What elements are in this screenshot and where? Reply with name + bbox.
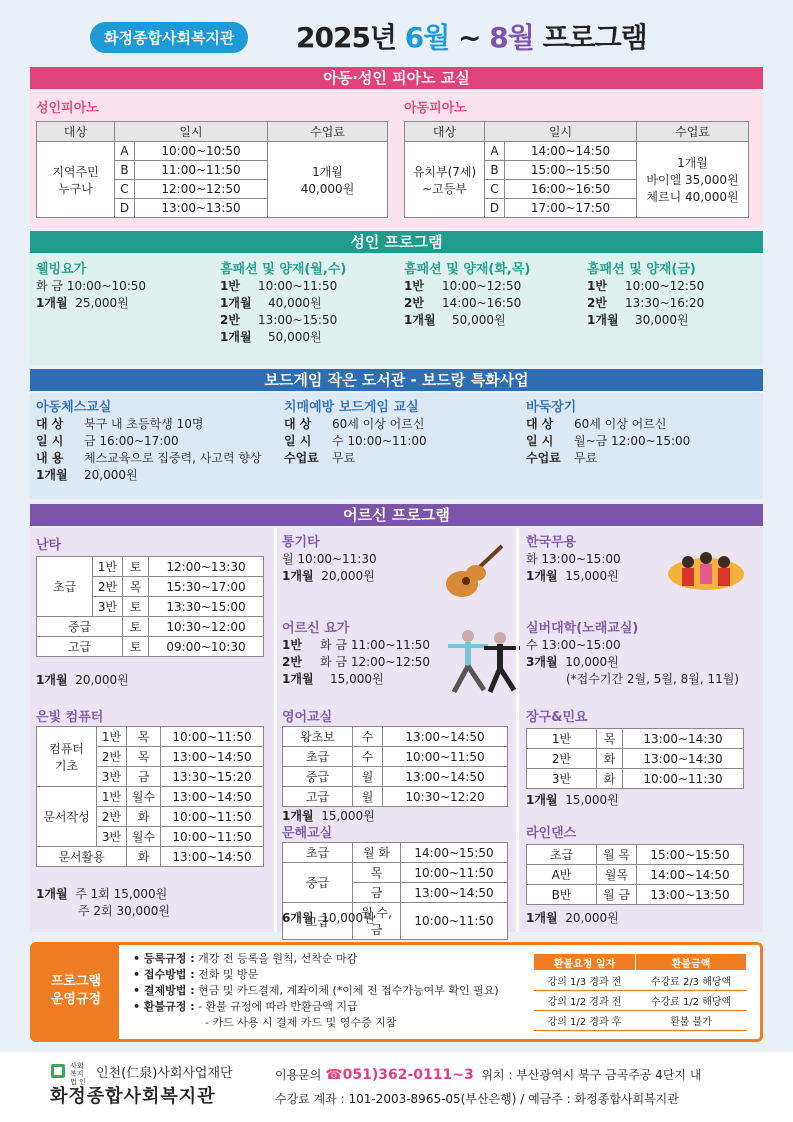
rule-label: • 등록규정 : (133, 952, 195, 965)
time-cell: 13:00~14:50 (161, 787, 264, 807)
card-title: 한국무용 (526, 535, 577, 550)
row-value: 10:00~11:50 (258, 279, 338, 293)
row-value: 20,000원 (84, 468, 138, 482)
piano-section-bar: 아동·성인 피아노 교실 (30, 67, 763, 89)
schedule-text: 수 13:00~15:00 (526, 638, 621, 652)
target-cell (37, 142, 115, 218)
level-cell: 고급 (37, 637, 123, 657)
level-cell: 왕초보 (283, 727, 353, 747)
level-cell: 문서작성 (37, 787, 97, 847)
class-cell: D (115, 199, 135, 218)
fee-value: 10,000원 (565, 655, 619, 669)
col-header: 일시 (485, 122, 637, 142)
row-value: 무료 (574, 451, 598, 465)
inquiry-label: 이용문의 (275, 1068, 322, 1082)
level-cell: 중급 (283, 863, 353, 903)
senior-section (30, 528, 763, 937)
class-cell: C (485, 180, 505, 199)
adult-section-bar: 성인 프로그램 (30, 231, 763, 253)
time-cell: 15:30~17:00 (149, 577, 264, 597)
class-cell: 2반 (97, 747, 127, 767)
time-cell: 13:00~14:30 (623, 749, 744, 769)
day-cell: 수 (353, 747, 383, 767)
row-label: 1개월 (282, 672, 314, 686)
refund-table (533, 953, 747, 1031)
baduk-card (526, 399, 690, 467)
fee-text: 체르니 40,000원 (646, 190, 739, 204)
column-divider (274, 528, 277, 932)
class-cell: 3반 (93, 597, 123, 617)
time-cell: 10:30~12:20 (383, 787, 508, 807)
col-header: 환불금액 (636, 954, 747, 971)
time-cell: 12:00~12:50 (135, 180, 268, 199)
fee-cell (268, 142, 388, 218)
yoga-people-icon (444, 626, 524, 696)
title-month-start: 6월 (404, 21, 450, 54)
fee-label: 1개월 (36, 296, 68, 310)
day-cell: 토 (123, 637, 149, 657)
time-cell: 10:00~10:50 (135, 142, 268, 161)
day-cell: 월 (353, 767, 383, 787)
registration-note: (*접수기간 2월, 5월, 8월, 11월) (566, 672, 739, 686)
day-cell: 수 (353, 727, 383, 747)
class-cell: A (115, 142, 135, 161)
row-value: 15,000원 (330, 672, 384, 686)
day-cell: 목 (123, 577, 149, 597)
class-cell: 3반 (527, 769, 597, 789)
row-label: 1개월 (220, 330, 252, 344)
schedule-text: 화 13:00~15:00 (526, 552, 621, 566)
row-value: 화 금 12:00~12:50 (320, 655, 431, 669)
fee-value: 20,000원 (565, 911, 619, 925)
computer-title: 은빛 컴퓨터 (36, 710, 104, 725)
fee-text: 1개월 (677, 156, 708, 170)
time-cell: 14:00~14:50 (505, 142, 637, 161)
fee-label: 1개월 (526, 569, 558, 583)
class-cell: 1반 (97, 727, 127, 747)
level-cell (37, 727, 97, 787)
row-label: 내 용 (36, 451, 64, 465)
refund-cell: 환불 불가 (636, 1011, 747, 1031)
fee-text: 바이엘 35,000원 (646, 173, 739, 187)
row-value: 50,000원 (268, 330, 322, 344)
fee-value: 주 2회 30,000원 (78, 904, 171, 918)
class-cell: 3반 (97, 827, 127, 847)
fee-label: 1개월 (526, 911, 558, 925)
guitar-card (282, 534, 377, 585)
level-cell: 초급 (527, 845, 597, 865)
fee-value: 20,000원 (75, 673, 129, 687)
dancers-icon (666, 542, 746, 592)
day-cell: 금 (353, 883, 401, 903)
col-header: 수업료 (637, 122, 749, 142)
class-cell: 2반 (93, 577, 123, 597)
rule-text: 현금 및 카드결제, 계좌이체 (*이체 전 접수가능여부 확인 필요) (198, 984, 499, 997)
day-cell: 월목 (597, 865, 637, 885)
day-cell: 월,수,금 (353, 903, 401, 940)
time-cell: 10:00~11:50 (383, 747, 508, 767)
fee-value: 20,000원 (321, 569, 375, 583)
senior-section-bar: 어르신 프로그램 (30, 504, 763, 526)
fee-label: 1개월 (36, 887, 68, 901)
schedule-text: 화 금 10:00~10:50 (36, 279, 147, 293)
time-cell: 14:00~15:50 (401, 843, 508, 863)
row-label: 수업료 (284, 451, 319, 465)
row-value: 60세 이상 어르신 (574, 417, 667, 431)
level-cell: 초급 (283, 843, 353, 863)
day-cell: 목 (127, 727, 161, 747)
time-cell: 13:00~14:50 (161, 747, 264, 767)
day-cell: 화 (597, 749, 623, 769)
row-value: 60세 이상 어르신 (332, 417, 425, 431)
row-value: 30,000원 (635, 313, 689, 327)
rules-label-line: 운영규정 (50, 992, 102, 1007)
piano-section (30, 91, 763, 227)
row-value: 50,000원 (452, 313, 506, 327)
english-title: 영어교실 (282, 710, 333, 725)
time-cell: 10:00~11:50 (161, 807, 264, 827)
title-month-end: 8월 (489, 21, 534, 54)
time-cell: 16:00~16:50 (505, 180, 637, 199)
day-cell: 금 (127, 767, 161, 787)
computer-table (36, 726, 264, 867)
target-text: 누구나 (58, 181, 93, 196)
class-cell: 3반 (97, 767, 127, 787)
row-label: 2반 (587, 296, 607, 310)
class-cell: C (115, 180, 135, 199)
level-cell: A반 (527, 865, 597, 885)
row-label: 일 시 (526, 434, 554, 448)
phone-number: ☎051)362-0111~3 (325, 1067, 474, 1083)
level-cell: 중급 (37, 617, 123, 637)
row-label: 1개월 (220, 296, 252, 310)
refund-cell: 수강료 2/3 해당액 (636, 971, 747, 991)
time-cell: 13:00~14:50 (161, 847, 264, 867)
col-header: 일시 (115, 122, 268, 142)
day-cell: 화 (127, 847, 161, 867)
day-cell: 목 (127, 747, 161, 767)
row-label: 2반 (282, 655, 302, 669)
time-cell: 13:00~14:50 (383, 727, 508, 747)
rules-box (30, 942, 763, 1042)
fee-value: 25,000원 (75, 296, 129, 310)
rule-text: - 카드 사용 시 결제 카드 및 영수증 지참 (205, 1016, 397, 1029)
child-piano-title: 아동피아노 (404, 101, 467, 116)
time-cell: 10:00~11:50 (401, 863, 508, 883)
row-label: 일 시 (36, 434, 64, 448)
dementia-board-card (284, 399, 427, 467)
time-cell: 15:00~15:50 (637, 845, 744, 865)
footer-center-name: 화정종합사회복지관 (50, 1086, 216, 1107)
location-text: 위치 : 부산광역시 북구 금곡주공 4단지 내 (481, 1068, 702, 1082)
row-value: 무료 (332, 451, 356, 465)
board-section-bar: 보드게임 작은 도서관 - 보드랑 특화사업 (30, 369, 763, 391)
janggu-title: 장구&민요 (526, 710, 588, 725)
account-info: 수강료 계좌 : 101-2003-8965-05(부산은행) / 예금주 : 화정종합사회복지관 (275, 1092, 679, 1106)
corp-type: 사회복지 법 인 (70, 1062, 86, 1086)
rules-label-line: 프로그램 (50, 974, 102, 989)
class-cell: B (115, 161, 135, 180)
col-header: 환불요청 일자 (534, 954, 636, 971)
time-cell: 13:30~15:20 (161, 767, 264, 787)
home-fashion-tue-thu-card (404, 261, 530, 329)
day-cell: 월 목 (597, 845, 637, 865)
time-cell: 11:00~11:50 (135, 161, 268, 180)
day-cell: 화 (597, 769, 623, 789)
row-label: 일 시 (284, 434, 312, 448)
fee-text: 1개월 (312, 164, 343, 179)
rules-list (133, 951, 499, 1031)
card-title: 바둑장기 (526, 400, 577, 415)
time-cell: 13:00~13:50 (135, 199, 268, 218)
row-value: 체스교육으로 집중력, 사고력 향상 (84, 451, 262, 465)
contact-line (275, 1066, 701, 1083)
time-cell: 15:00~15:50 (505, 161, 637, 180)
card-title: 홈패션 및 양재(월,수) (220, 262, 347, 277)
row-label: 1개월 (36, 468, 68, 482)
time-cell: 10:00~11:50 (161, 827, 264, 847)
line-dance-fee (526, 910, 619, 927)
english-table (282, 726, 508, 807)
time-cell: 10:00~11:30 (623, 769, 744, 789)
row-label: 1반 (282, 638, 302, 652)
time-cell: 10:00~11:50 (161, 727, 264, 747)
rule-label: • 환불규정 : (133, 1000, 195, 1013)
target-text: 지역주민 (52, 164, 99, 179)
time-cell: 13:00~13:50 (637, 885, 744, 905)
time-cell: 13:00~14:50 (401, 883, 508, 903)
row-value: 북구 내 초등학생 10명 (84, 417, 204, 431)
target-text: 유치부(7세) (412, 164, 477, 179)
nanta-table (36, 556, 264, 657)
wellbeing-yoga-card (36, 261, 146, 312)
fee-text: 40,000원 (300, 181, 355, 196)
class-cell: 1반 (97, 787, 127, 807)
fee-value: 15,000원 (565, 793, 619, 807)
home-fashion-fri-card (587, 261, 704, 329)
rule-text: 개강 전 등록을 원칙, 선착순 마감 (198, 952, 358, 965)
day-cell: 월수 (127, 827, 161, 847)
target-cell (405, 142, 485, 218)
day-cell: 토 (123, 557, 149, 577)
level-cell: B반 (527, 885, 597, 905)
card-title: 홈패션 및 양재(화,목) (404, 262, 531, 277)
fee-label: 1개월 (36, 673, 68, 687)
day-cell: 월 금 (597, 885, 637, 905)
class-cell: 1반 (527, 729, 597, 749)
day-cell: 목 (353, 863, 401, 883)
korean-dance-card (526, 534, 621, 585)
row-label: 1반 (220, 279, 240, 293)
level-cell: 고급 (283, 787, 353, 807)
rule-text: - 환불 규정에 따라 반환금액 지급 (198, 1000, 358, 1013)
row-label: 수업료 (526, 451, 561, 465)
row-value: 40,000원 (268, 296, 322, 310)
refund-cell: 강의 1/3 경과 전 (534, 971, 636, 991)
fee-value: 15,000원 (321, 809, 375, 823)
line-dance-title: 라인댄스 (526, 826, 577, 841)
guitar-icon (440, 542, 508, 602)
time-cell: 10:30~12:00 (149, 617, 264, 637)
row-label: 2반 (220, 313, 240, 327)
fee-value: 15,000원 (565, 569, 619, 583)
senior-yoga-card (282, 620, 430, 688)
day-cell: 월 화 (353, 843, 401, 863)
nanta-title: 난타 (36, 538, 62, 553)
fee-label: 1개월 (282, 569, 314, 583)
row-value: 14:00~16:50 (442, 296, 522, 310)
center-name-badge: 화정종합사회복지관 (90, 22, 248, 53)
refund-cell: 수강료 1/2 해당액 (636, 991, 747, 1011)
row-label: 1개월 (404, 313, 436, 327)
row-value: 금 16:00~17:00 (84, 434, 179, 448)
fee-value: 10,000원 (321, 911, 375, 925)
adult-piano-title: 성인피아노 (36, 101, 99, 116)
card-title: 치매예방 보드게임 교실 (284, 400, 419, 415)
level-text: 컴퓨터 (49, 741, 84, 756)
foundation-logo-icon (50, 1063, 66, 1079)
class-cell: D (485, 199, 505, 218)
adult-piano-table (36, 121, 388, 218)
column-divider (516, 528, 519, 932)
time-cell: 13:30~15:00 (149, 597, 264, 617)
card-title: 통기타 (282, 535, 320, 550)
child-piano-table (404, 121, 749, 218)
row-label: 1개월 (587, 313, 619, 327)
rule-label: • 결제방법 : (133, 984, 195, 997)
time-cell: 10:00~11:50 (401, 903, 508, 940)
schedule-text: 월 10:00~11:30 (282, 552, 377, 566)
rule-label: • 접수방법 : (133, 968, 195, 981)
refund-cell: 강의 1/2 경과 후 (534, 1011, 636, 1031)
fee-label: 1개월 (282, 809, 314, 823)
day-cell: 목 (597, 729, 623, 749)
class-cell: 2반 (97, 807, 127, 827)
nanta-fee (36, 672, 129, 689)
line-dance-table (526, 844, 744, 905)
chess-card (36, 399, 262, 484)
fee-label: 1개월 (526, 793, 558, 807)
rule-text: 전화 및 방문 (198, 968, 259, 981)
day-cell: 토 (123, 597, 149, 617)
class-cell: B (485, 161, 505, 180)
home-fashion-mon-wed-card (220, 261, 346, 346)
level-cell: 초급 (37, 557, 93, 617)
row-value: 화 금 11:00~11:50 (320, 638, 431, 652)
level-cell: 초급 (283, 747, 353, 767)
janggu-fee (526, 792, 619, 809)
row-label: 2반 (404, 296, 424, 310)
row-value: 월~금 12:00~15:00 (574, 434, 691, 448)
time-cell: 14:00~14:50 (637, 865, 744, 885)
fee-value: 주 1회 15,000원 (75, 887, 168, 901)
level-text: 기초 (54, 758, 79, 773)
day-cell: 토 (123, 617, 149, 637)
time-cell: 17:00~17:50 (505, 199, 637, 218)
refund-cell: 강의 1/2 경과 전 (534, 991, 636, 1011)
col-header: 대상 (405, 122, 485, 142)
level-cell: 고급 (283, 903, 353, 940)
title-tilde: ~ (458, 21, 481, 54)
class-cell: 2반 (527, 749, 597, 769)
row-label: 대 상 (526, 417, 554, 431)
target-text: ~고등부 (422, 181, 467, 196)
col-header: 수업료 (268, 122, 388, 142)
foundation-name: 인천(仁泉)사회사업재단 (96, 1066, 233, 1081)
time-cell: 09:00~10:30 (149, 637, 264, 657)
level-cell: 중급 (283, 767, 353, 787)
title-year: 2025년 (296, 21, 396, 54)
literacy-fee (282, 910, 375, 927)
fee-label: 6개월 (282, 911, 314, 925)
literacy-title: 문해교실 (282, 826, 333, 841)
class-cell: A (485, 142, 505, 161)
row-label: 대 상 (36, 417, 64, 431)
row-label: 1반 (587, 279, 607, 293)
row-label: 1반 (404, 279, 424, 293)
row-label: 대 상 (284, 417, 312, 431)
row-value: 10:00~12:50 (442, 279, 522, 293)
fee-cell (637, 142, 749, 218)
page-title (296, 16, 647, 56)
day-cell: 화 (127, 807, 161, 827)
adult-section (30, 255, 763, 365)
col-header: 대상 (37, 122, 115, 142)
janggu-table (526, 728, 744, 789)
class-cell: 1반 (93, 557, 123, 577)
row-value: 13:30~16:20 (625, 296, 705, 310)
computer-fee (36, 886, 170, 920)
board-section (30, 393, 763, 499)
card-title: 실버대학(노래교실) (526, 621, 639, 636)
rules-label (33, 945, 119, 1039)
row-value: 수 10:00~11:00 (332, 434, 427, 448)
card-title: 웰빙요가 (36, 262, 87, 277)
level-cell: 문서활용 (37, 847, 127, 867)
card-title: 홈패션 및 양재(금) (587, 262, 696, 277)
day-cell: 월 (353, 787, 383, 807)
time-cell: 13:00~14:30 (623, 729, 744, 749)
card-title: 아동체스교실 (36, 400, 112, 415)
silver-college-card (526, 620, 739, 688)
time-cell: 13:00~14:50 (383, 767, 508, 787)
row-value: 13:00~15:50 (258, 313, 338, 327)
card-title: 어르신 요가 (282, 621, 350, 636)
time-cell: 12:00~13:30 (149, 557, 264, 577)
title-program: 프로그램 (542, 21, 647, 54)
row-value: 10:00~12:50 (625, 279, 705, 293)
day-cell: 월수 (127, 787, 161, 807)
fee-label: 3개월 (526, 655, 558, 669)
